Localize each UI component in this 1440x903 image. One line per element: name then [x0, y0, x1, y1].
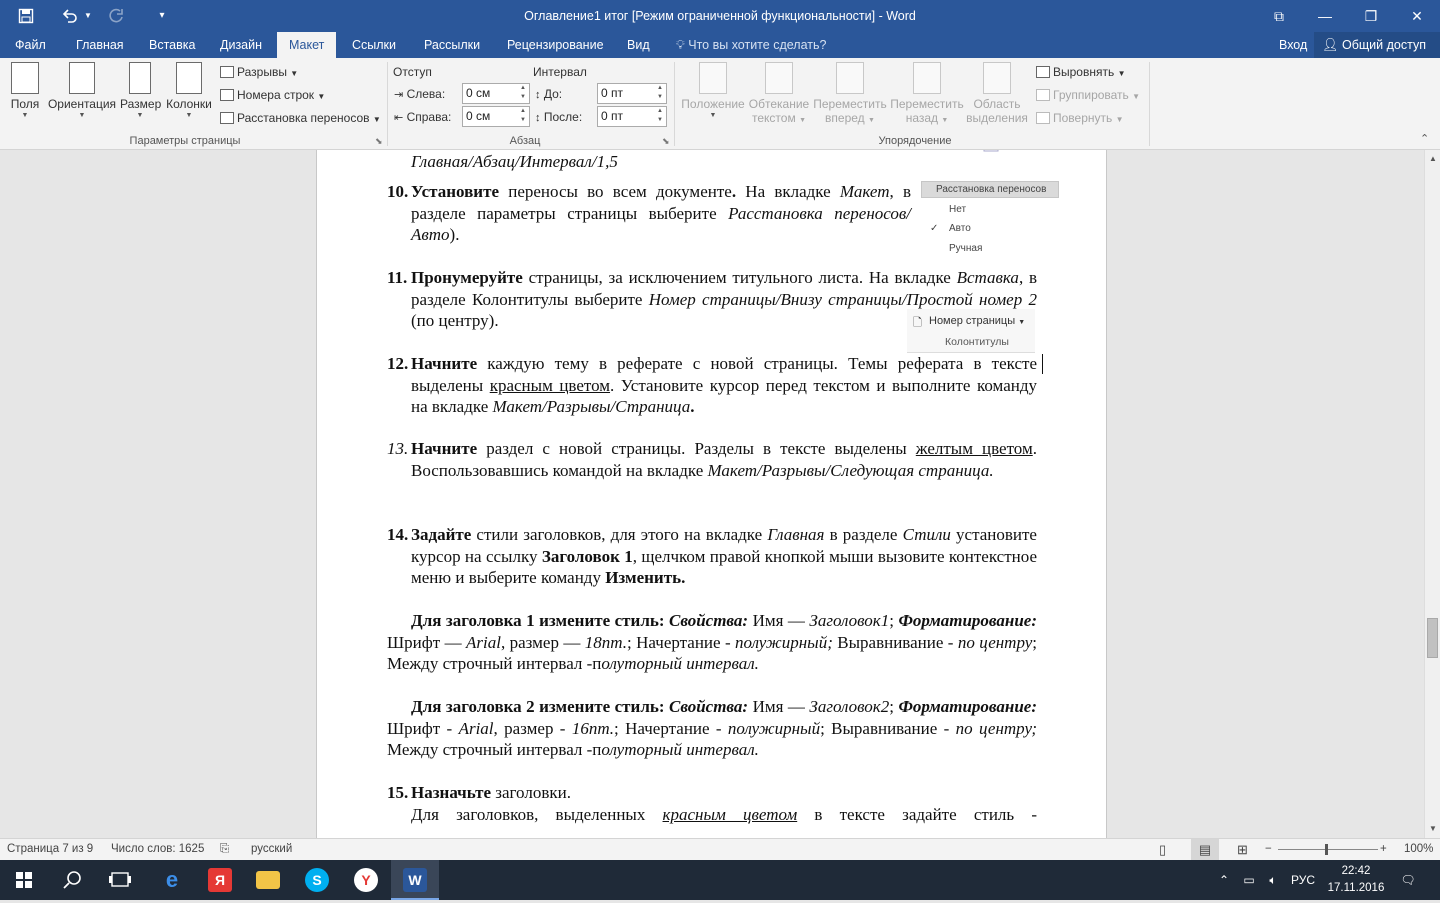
clock[interactable] [1316, 863, 1396, 897]
show-hidden-icons-icon[interactable]: ⌃ [1218, 873, 1230, 887]
list-number-15: 15. [387, 783, 409, 802]
tell-me-box[interactable] [676, 32, 826, 58]
read-mode-icon[interactable]: ▯ [1159, 842, 1167, 857]
yandex-icon[interactable]: Я [196, 860, 244, 900]
explorer-icon[interactable] [244, 860, 292, 900]
send-backward-icon [913, 62, 941, 94]
hyphenation-button[interactable]: Расстановка переносов ▼ [220, 108, 381, 128]
scroll-thumb[interactable] [1427, 618, 1438, 658]
scroll-up-icon[interactable]: ▲ [1429, 154, 1437, 163]
web-layout-icon[interactable]: ⊞ [1237, 842, 1248, 857]
search-icon[interactable] [48, 860, 96, 900]
clock-date: 17.11.2016 [1327, 882, 1385, 894]
size-icon [129, 62, 151, 94]
hyphenation-menu-image [921, 181, 1061, 273]
send-backward-button[interactable]: Переместить назад ▼ [889, 62, 965, 132]
input-language[interactable]: РУС [1290, 873, 1316, 887]
rotate-button[interactable]: Повернуть ▼ [1036, 108, 1124, 128]
spacing-after-icon: ↕ [535, 112, 541, 124]
minimize-button[interactable]: — [1318, 8, 1332, 24]
line-numbers-button[interactable]: Номера строк ▼ [220, 85, 325, 105]
indent-right-label: ⇤ Справа: [394, 110, 452, 124]
heading2-style-paragraph: Для заголовка 2 измените стиль: Свойства: Имя — Заголовок2; Форматирование: Шрифт - Arial, размер - 16пт.; Начертание - полужирный; Выравнивание - по центру; Между строчный интервал -полуторный интервал. [387, 697, 1038, 759]
tell-me-text: Что вы хотите сделать? [688, 38, 827, 52]
list-item-14: Задайте стили заголовков, для этого на вкладке Главная в разделе Стили установите курсор на ссылку Заголовок 1, щелчком правой кнопкой мыши вызовите контекстное меню и выберите команду Изменить. [411, 525, 1037, 587]
skype-icon[interactable]: S [293, 860, 341, 900]
undo-icon[interactable] [58, 6, 82, 26]
spacing-before-spinner-icon[interactable]: ▲ ▼ [657, 85, 663, 100]
spacing-before-icon: ↕ [535, 89, 541, 101]
margins-button[interactable]: Поля ▼ [6, 62, 44, 132]
close-button[interactable]: ✕ [1411, 8, 1423, 24]
lightbulb-icon: 💡︎ [676, 38, 685, 52]
indent-right-spinner-icon[interactable]: ▲ ▼ [520, 108, 526, 123]
tab-references[interactable]: Ссылки [352, 38, 397, 52]
rotate-icon [1036, 112, 1050, 124]
title-bar [0, 0, 1440, 32]
hyphenation-option-manual: Ручная [949, 243, 983, 254]
paragraph-fragment-top-2: Главная/Абзац/Интервал/1,5 [411, 152, 618, 171]
indent-left-icon: ⇥ [394, 89, 404, 101]
language-indicator[interactable]: русский [251, 843, 293, 855]
spacing-header: Интервал [533, 65, 587, 79]
collapse-ribbon-icon[interactable]: ⌃ [1420, 133, 1430, 145]
document-area [0, 150, 1424, 838]
spacing-before-label: ↕ До: [535, 87, 563, 101]
list-number-11: 11. [387, 268, 408, 287]
customize-icon[interactable]: ▾ [159, 10, 165, 21]
spacing-after-label: ↕ После: [535, 110, 583, 124]
proofing-icon[interactable]: ⎘ [220, 843, 230, 855]
size-button[interactable]: Размер ▼ [120, 62, 160, 132]
page-icon: 🗋︎ [913, 317, 922, 329]
tab-file[interactable]: Файл [15, 38, 46, 52]
list-number-10: 10. [387, 182, 409, 201]
zoom-out-icon[interactable]: − [1265, 843, 1272, 855]
status-bar [0, 838, 1440, 860]
zoom-in-icon[interactable]: + [1380, 843, 1387, 855]
text-cursor [1042, 354, 1043, 374]
person-icon: 👤︎ [1322, 37, 1339, 52]
page-setup-launcher-icon[interactable]: ⬊ [375, 136, 383, 146]
paragraph-fragment-bottom: Для заголовков, выделенных красным цветом в тексте задайте стиль - [411, 805, 1037, 824]
align-icon [1036, 66, 1050, 78]
indent-left-input[interactable]: 0 см ▲ ▼ [462, 83, 530, 104]
hyphenation-icon [220, 112, 234, 124]
list-number-12: 12. [387, 354, 409, 373]
columns-icon [176, 62, 202, 94]
spacing-after-spinner-icon[interactable]: ▲ ▼ [657, 108, 663, 123]
list-item-11: Пронумеруйте страницы, за исключением титульного листа. На вкладке Вставка, в разделе Колонтитулы выберите Номер страницы/Внизу страницы/Простой номер 2 (по центру). [411, 268, 1037, 330]
tab-view[interactable]: Вид [627, 38, 650, 52]
group-button[interactable]: Группировать ▼ [1036, 85, 1140, 105]
hyphenation-option-none: Нет [949, 204, 967, 215]
share-button[interactable] [1314, 32, 1440, 58]
indent-right-input[interactable]: 0 см ▲ ▼ [462, 106, 530, 127]
scroll-down-icon[interactable]: ▼ [1429, 824, 1437, 833]
tab-home[interactable]: Главная [76, 38, 124, 52]
ribbon-display-options-button[interactable]: ⧉ [1274, 8, 1284, 24]
columns-button[interactable]: Колонки ▼ [164, 62, 214, 132]
ribbon [0, 58, 1440, 150]
print-layout-icon[interactable]: ▤ [1191, 839, 1219, 860]
word-icon[interactable]: W [391, 860, 439, 900]
page-number-image-label: Номер страницы [929, 315, 1016, 327]
list-item-13: Начните раздел с новой страницы. Разделы в тексте выделены желтым цветом. Воспользовавшись командой на вкладке Макет/Разрывы/Следующая страница. [411, 439, 1037, 480]
yandex-browser-icon[interactable]: Y [342, 860, 390, 900]
tab-review[interactable]: Рецензирование [507, 38, 604, 52]
task-view-icon[interactable] [96, 860, 144, 900]
wrap-text-button[interactable]: Обтекание текстом ▼ [746, 62, 812, 132]
tab-layout[interactable]: Макет [277, 32, 336, 58]
page-setup-group-label: Параметры страницы [129, 135, 241, 147]
sign-in-link[interactable]: Вход [1279, 38, 1308, 52]
breaks-button[interactable]: Разрывы ▼ [220, 62, 298, 82]
align-button[interactable]: Выровнять ▼ [1036, 62, 1126, 82]
vertical-scrollbar[interactable] [1424, 150, 1440, 838]
redo-icon[interactable] [104, 6, 128, 26]
checkmark-icon: ✓ [930, 223, 939, 234]
position-icon [699, 62, 727, 94]
word-count[interactable]: Число слов: 1625 [111, 843, 205, 855]
list-number-14: 14. [387, 525, 409, 544]
paragraph-group-label: Абзац [509, 135, 541, 147]
save-icon[interactable] [14, 6, 38, 26]
start-icon[interactable] [0, 860, 48, 900]
margins-icon [11, 62, 39, 94]
list-number-13: 13. [387, 439, 409, 458]
spacing-before-input[interactable]: 0 пт ▲ ▼ [597, 83, 667, 104]
tab-mailings[interactable]: Рассылки [424, 38, 481, 52]
heading1-style-paragraph: Для заголовка 1 измените стиль: Свойства: Имя — Заголовок1; Форматирование: Шрифт — Arial, размер — 18пт.; Начертание - полужирный; Выравнивание - по центру; Между строчный интервал -полуторный интервал. [387, 611, 1037, 673]
breaks-icon [220, 66, 234, 78]
maximize-button[interactable]: ❐ [1364, 8, 1378, 24]
indent-header: Отступ [393, 65, 432, 79]
taskbar [0, 860, 1440, 900]
page-count[interactable]: Страница 7 из 9 [7, 843, 94, 855]
page-number-button-image: 🗋︎ Номер страницы ▼ Колонтитулы [907, 309, 1035, 353]
paragraph-launcher-icon[interactable]: ⬊ [662, 136, 670, 146]
spacing-after-input[interactable]: 0 пт ▲ ▼ [597, 106, 667, 127]
notifications-icon[interactable]: 🗨︎ [1400, 873, 1416, 887]
undo-dropdown-icon[interactable]: ▼ [84, 11, 92, 20]
bring-forward-button[interactable]: Переместить вперед ▼ [812, 62, 888, 132]
line-numbers-icon [220, 89, 234, 101]
zoom-slider[interactable] [1278, 849, 1378, 850]
position-button[interactable]: Положение ▼ [678, 62, 748, 132]
list-item-15: Назначьте заголовки. [411, 783, 571, 802]
hyphenation-image-header: Расстановка переносов [921, 181, 1059, 198]
header-footer-group-label: Колонтитулы [945, 336, 1009, 348]
document-page[interactable] [316, 150, 1107, 838]
group-icon [1036, 89, 1050, 101]
list-item-10: Установите переносы во всем документе. На вкладке Макет, в разделе параметры страницы выберите Расстановка переносов/Авто). [411, 182, 911, 244]
tab-design[interactable]: Дизайн [220, 38, 263, 52]
zoom-level[interactable]: 100% [1404, 843, 1434, 855]
zoom-slider-handle[interactable] [1325, 844, 1328, 855]
bring-forward-icon [836, 62, 864, 94]
inline-image-top [982, 150, 1022, 153]
list-item-12: Начните каждую тему в реферате с новой страницы. Темы реферата в тексте выделены красным цветом. Установите курсор перед текстом и выполните команду на вкладке Макет/Разрывы/Страница. [411, 354, 1037, 416]
tab-insert[interactable]: Вставка [149, 38, 196, 52]
orientation-button[interactable]: Ориентация ▼ [46, 62, 118, 132]
volume-icon[interactable]: 🔈︎ [1269, 873, 1277, 887]
selection-pane-button[interactable]: Область выделения [966, 62, 1028, 132]
orientation-icon [69, 62, 95, 94]
share-label: Общий доступ [1342, 38, 1426, 52]
window-title: Оглавление1 итог [Режим ограниченной функциональности] - Word [524, 9, 916, 23]
indent-left-spinner-icon[interactable]: ▲ ▼ [520, 85, 526, 100]
arrange-group-label: Упорядочение [878, 135, 952, 147]
indent-right-icon: ⇤ [394, 112, 404, 124]
indent-left-label: ⇥ Слева: [394, 87, 446, 101]
ribbon-tabs [0, 32, 1440, 58]
selection-pane-icon [983, 62, 1011, 94]
edge-icon[interactable]: e [165, 867, 179, 892]
clock-time: 22:42 [1341, 865, 1371, 877]
battery-icon[interactable]: ▭ [1243, 873, 1255, 887]
wrap-text-icon [765, 62, 793, 94]
hyphenation-option-auto: Авто [949, 223, 971, 234]
